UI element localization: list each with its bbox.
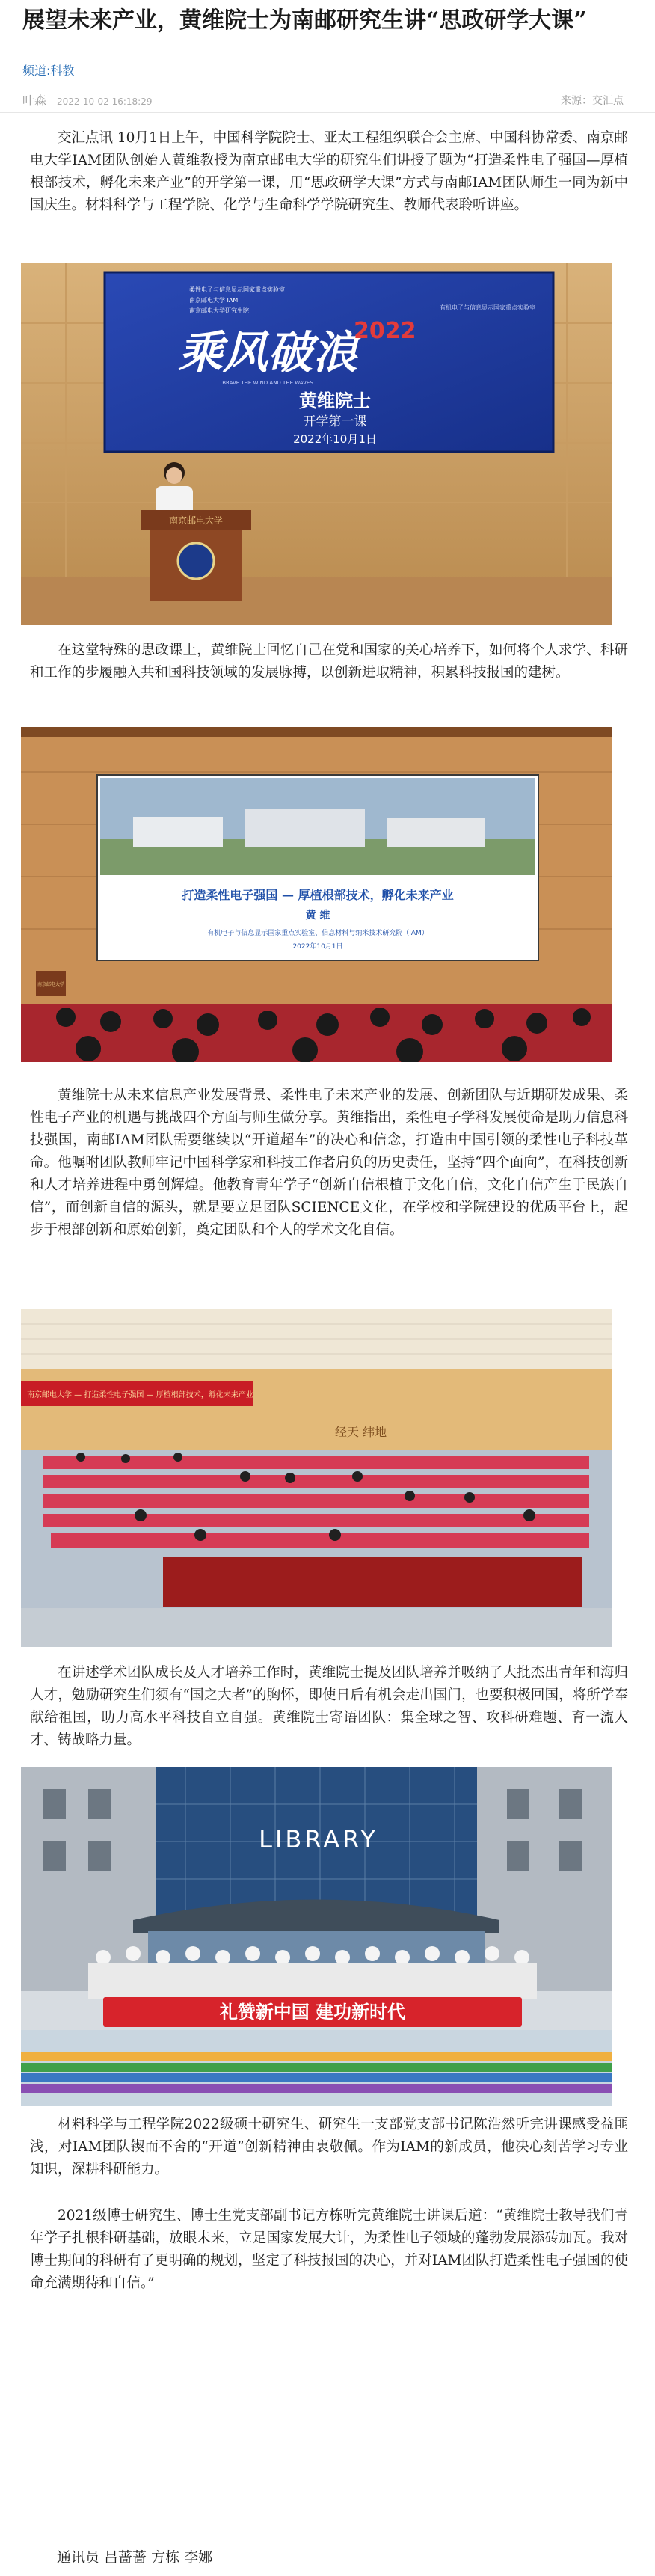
screen-small-text-1: 柔性电子与信息显示国家重点实验室 <box>189 286 285 293</box>
group-photo-banner: 礼赞新中国 建功新时代 <box>219 2002 406 2023</box>
paragraph-talent: 在讲述学术团队成长及人才培养工作时，黄维院士提及团队培养并吸纳了大批杰出青年和海归人才，勉励研究生们须有“国之大者”的胸怀，即使日后有机会走出国门，也要积极回国，将所学奉献给祖国，助力高水平科技自立自强。黄维院士寄语团队：集全球之智、攻科研难题、育一流人才、铸战略力量。 <box>30 1665 628 1748</box>
wall-label: 南京邮电大学 <box>37 982 65 987</box>
screen-year: 2022 <box>354 318 416 344</box>
screen-small-text-2: 南京邮电大学 IAM <box>189 297 239 304</box>
reporter-credit: 通讯员 吕蔷蔷 方栋 李娜 <box>57 2549 213 2566</box>
screen-speaker: 黄维院士 <box>299 390 371 411</box>
slide-date: 2022年10月1日 <box>292 943 343 951</box>
hall-wall-text: 经天 纬地 <box>335 1425 387 1439</box>
channel-prefix: 频道: <box>22 64 51 78</box>
screen-course: 开学第一课 <box>303 414 367 429</box>
slide-organization: 有机电子与信息显示国家重点实验室、信息材料与纳米技术研究院（IAM） <box>207 930 428 937</box>
paragraph-intro: 交汇点讯 10月1日上午，中国科学院院士、亚太工程组织联合会主席、中国科协常委、南京邮电大学IAM团队创始人黄维教授为南京邮电大学的研究生们讲授了题为“打造柔性电子强国—厚植根部技术，孵化未来产业”的开学第一课，用“思政研学大课”方式与南邮IAM团队师生一同为新中国庆生。材料科学与工程学院、化学与生命科学学院研究生、教师代表聆听讲座。 <box>30 130 628 213</box>
auditorium-photo <box>21 727 612 1062</box>
library-sign: LIBRARY <box>259 1825 378 1853</box>
screen-small-text-3: 南京邮电大学研究生院 <box>189 307 249 314</box>
screen-date: 2022年10月1日 <box>293 432 377 446</box>
author-name: 叶森 <box>22 93 47 108</box>
screen-calligraphy: 乘风破浪 <box>178 327 357 379</box>
author-info <box>22 91 152 108</box>
source-label: 来源：交汇点 <box>561 95 624 107</box>
screen-english-subtitle: BRAVE THE WIND AND THE WAVES <box>222 380 313 386</box>
hall-banner: 南京邮电大学 — 打造柔性电子强国 — 厚植根部技术，孵化未来产业 <box>27 1391 253 1399</box>
audience-photo <box>21 1309 612 1647</box>
channel-line <box>22 61 74 79</box>
meta-bar <box>0 90 655 113</box>
paragraph-recollection: 在这堂特殊的思政课上，黄维院士回忆自己在党和国家的关心培养下，如何将个人求学、科研和工作的步履融入共和国科技领域的发展脉搏，以创新进取精神，积累科技报国的建树。 <box>30 643 628 681</box>
podium-label: 南京邮电大学 <box>168 515 224 526</box>
slide-name: 黄 维 <box>305 910 330 921</box>
slide-title: 打造柔性电子强国 — 厚植根部技术，孵化未来产业 <box>182 888 454 902</box>
paragraph-student-2: 2021级博士研究生、博士生党支部副书记方栋听完黄维院士讲课后道：“黄维院士教导我们青年学子扎根科研基础，放眼未来，立足国家发展大计，为柔性电子领域的蓬勃发展添砖加瓦。我对博士期间的科研有了更明确的规划，坚定了科技报国的决心，并对IAM团队打造柔性电子强国的使命充满期待和自信。” <box>30 2208 628 2291</box>
lecture-photo <box>21 263 612 625</box>
publish-time: 2022-10-02 16:18:29 <box>57 96 153 107</box>
article-title: 展望未来产业，黄维院士为南邮研究生讲“思政研学大课” <box>22 7 587 34</box>
group-photo <box>21 1767 612 2106</box>
channel-link[interactable]: 科教 <box>50 64 75 78</box>
screen-topright-text: 有机电子与信息显示国家重点实验室 <box>440 304 535 311</box>
paragraph-student-1: 材料科学与工程学院2022级硕士研究生、研究生一支部党支部书记陈浩然听完讲课感受益匪浅，对IAM团队锲而不舍的“开道”创新精神由衷敬佩。作为IAM的新成员，他决心刻苦学习专业知识，深耕科研能力。 <box>30 2117 628 2177</box>
paragraph-four-aspects: 黄维院士从未来信息产业发展背景、柔性电子未来产业的发展、创新团队与近期研发成果、柔性电子产业的机遇与挑战四个方面与师生做分享。黄维指出，柔性电子学科发展使命是助力信息科技强国，南邮IAM团队需要继续以“开道超车”的决心和信念，打造由中国引领的柔性电子科技革命。他嘱咐团队教师牢记中国科学家和科技工作者肩负的历史责任，坚持“四个面向”，在科技创新和人才培养进程中勇创辉煌。他教育青年学子“创新自信根植于文化自信，文化自信产生于民族自信”，而创新自信的源头，就是要立足团队SCIENCE文化，在学校和学院建设的优质平台上，起步于根部创新和原始创新，奠定团队和个人的学术文化自信。 <box>30 1088 628 1238</box>
